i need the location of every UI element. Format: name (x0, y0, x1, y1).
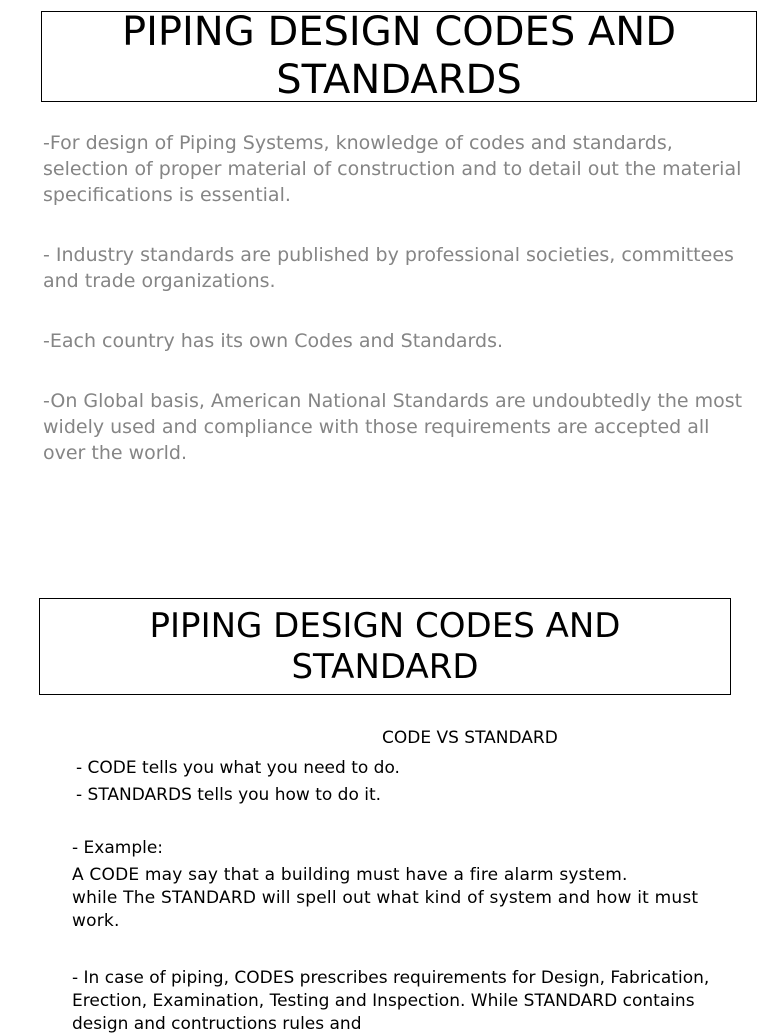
fire-alarm-example (72, 864, 732, 933)
section-title-line1: PIPING DESIGN CODES AND (149, 606, 621, 647)
standard-definition-line: - STANDARDS tells you how to do it. (76, 785, 382, 805)
fire-alarm-standard-line: while The STANDARD will spell out what kind of system and how it must work. (72, 888, 699, 931)
slide1-title-box (41, 11, 757, 102)
fire-alarm-code-line: A CODE may say that a building must have a fire alarm system. (72, 865, 628, 885)
piping-codes-paragraph: - In case of piping, CODES prescribes requirements for Design, Fabrication, Erection, Examination, Testing and Inspection. While STANDARD contains design and contructions rules and (72, 968, 710, 1034)
country-codes-paragraph: -Each country has its own Codes and Standards. (43, 330, 504, 352)
section-title-line2: STANDARD (291, 646, 479, 687)
example-label: - Example: (72, 838, 164, 858)
code-definition-line: - CODE tells you what you need to do. (76, 758, 400, 778)
page-title-line1: PIPING DESIGN CODES AND (121, 9, 677, 56)
page-title-line2: STANDARDS (276, 56, 522, 103)
industry-standards-paragraph: - Industry standards are published by professional societies, committees and trade organizations. (43, 244, 734, 292)
slide2-title-box (39, 598, 731, 695)
american-standards-paragraph: -On Global basis, American National Standards are undoubtedly the most widely used and compliance with those requirements are accepted all over the world. (43, 390, 743, 464)
design-knowledge-paragraph: -For design of Piping Systems, knowledge of codes and standards, selection of proper material of construction and to detail out the material specifications is essential. (43, 132, 742, 206)
section-title (150, 606, 621, 686)
page-title (122, 9, 676, 103)
code-vs-standard-heading: CODE VS STANDARD (382, 728, 558, 748)
